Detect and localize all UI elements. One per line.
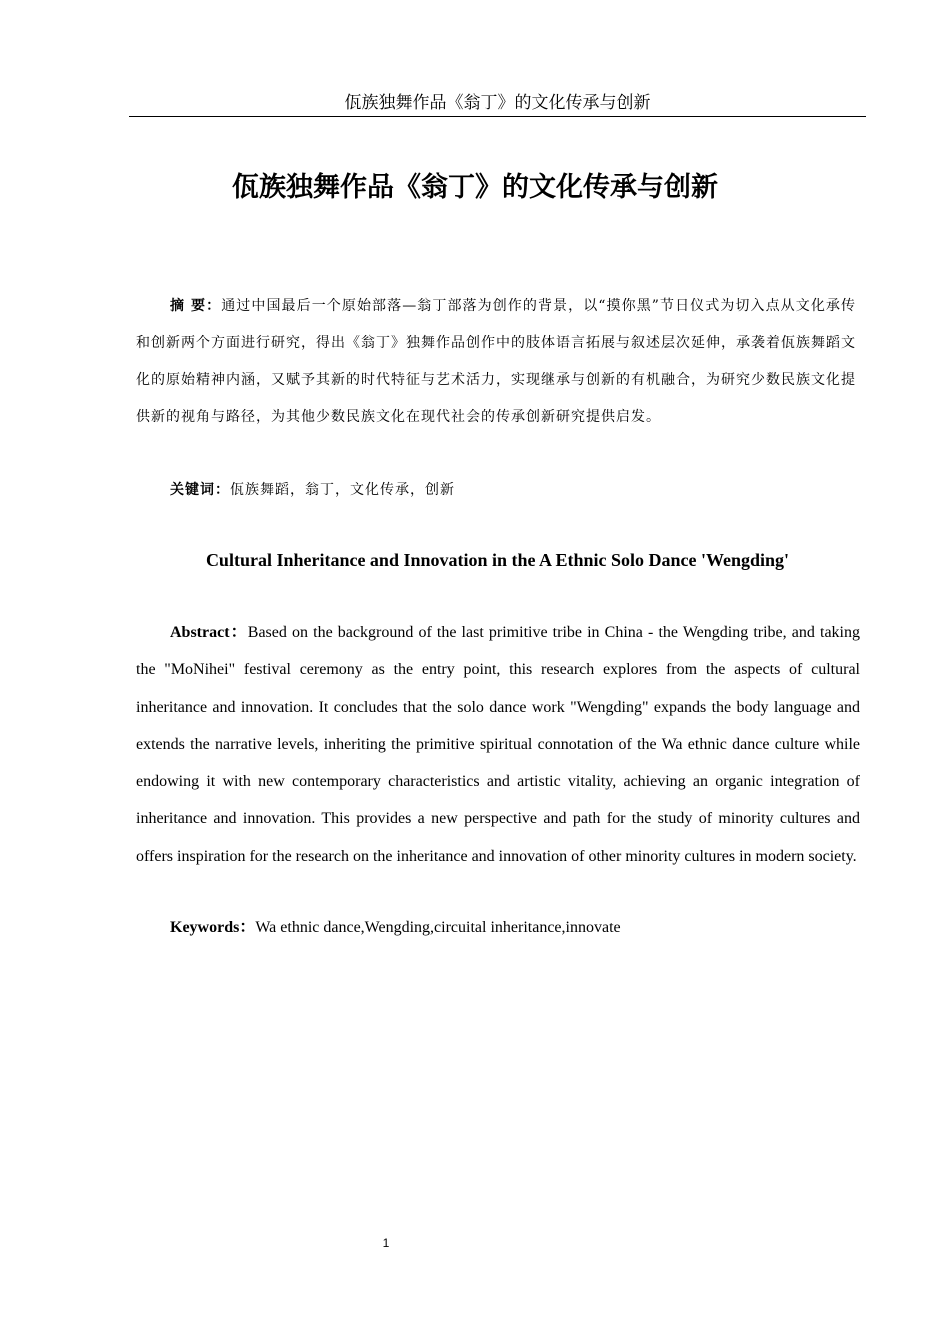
chinese-abstract xyxy=(136,288,856,436)
chinese-keywords-label: 关键词： xyxy=(170,482,230,498)
chinese-abstract-label: 摘 要： xyxy=(170,298,222,314)
paper-title: 佤族独舞作品《翁丁》的文化传承与创新 xyxy=(232,172,718,203)
chinese-abstract-text: 通过中国最后一个原始部落—翁丁部落为创作的背景，以“摸你黑”节日仪式为切入点从文化承传和创新两个方面进行研究，得出《翁丁》独舞作品创作中的肢体语言拓展与叙述层次延伸，承袭着佤族舞蹈文化的原始精神内涵，又赋予其新的时代特征与艺术活力，实现继承与创新的有机融合，为研究少数民族文化提供新的视角与路径，为其他少数民族文化在现代社会的传承创新研究提供启发。 xyxy=(136,298,857,425)
english-title: Cultural Inheritance and Innovation in the A Ethnic Solo Dance 'Wengding' xyxy=(205,550,790,570)
english-keywords xyxy=(170,911,860,945)
english-abstract-label: Abstract： xyxy=(170,624,248,641)
english-keywords-text: Wa ethnic dance,Wengding,circuital inheritance,innovate xyxy=(255,919,621,936)
chinese-keywords-text: 佤族舞蹈，翁丁，文化传承，创新 xyxy=(230,482,455,498)
page-number: 1 xyxy=(382,1236,390,1250)
english-abstract-text: Based on the background of the last primitive tribe in China - the Wengding tribe, and taking the "MoNihei" festival ceremony as the entry point, this research explores from the aspects of cultural inheritance and innovation. It concludes that the solo dance work "Wengding" expands the body language and extends the narrative levels, inheriting the primitive spiritual connotation of the Wa ethnic dance culture while endowing it with new contemporary characteristics and artistic vitality, achieving an organic integration of inheritance and innovation. This provides a new perspective and path for the study of minority cultures and offers inspiration for the research on the inheritance and innovation of other minority cultures in modern society. xyxy=(136,624,860,865)
english-keywords-label: Keywords： xyxy=(170,919,256,936)
english-abstract xyxy=(136,614,860,875)
running-header: 佤族独舞作品《翁丁》的文化传承与创新 xyxy=(129,92,866,117)
chinese-keywords xyxy=(170,472,860,509)
